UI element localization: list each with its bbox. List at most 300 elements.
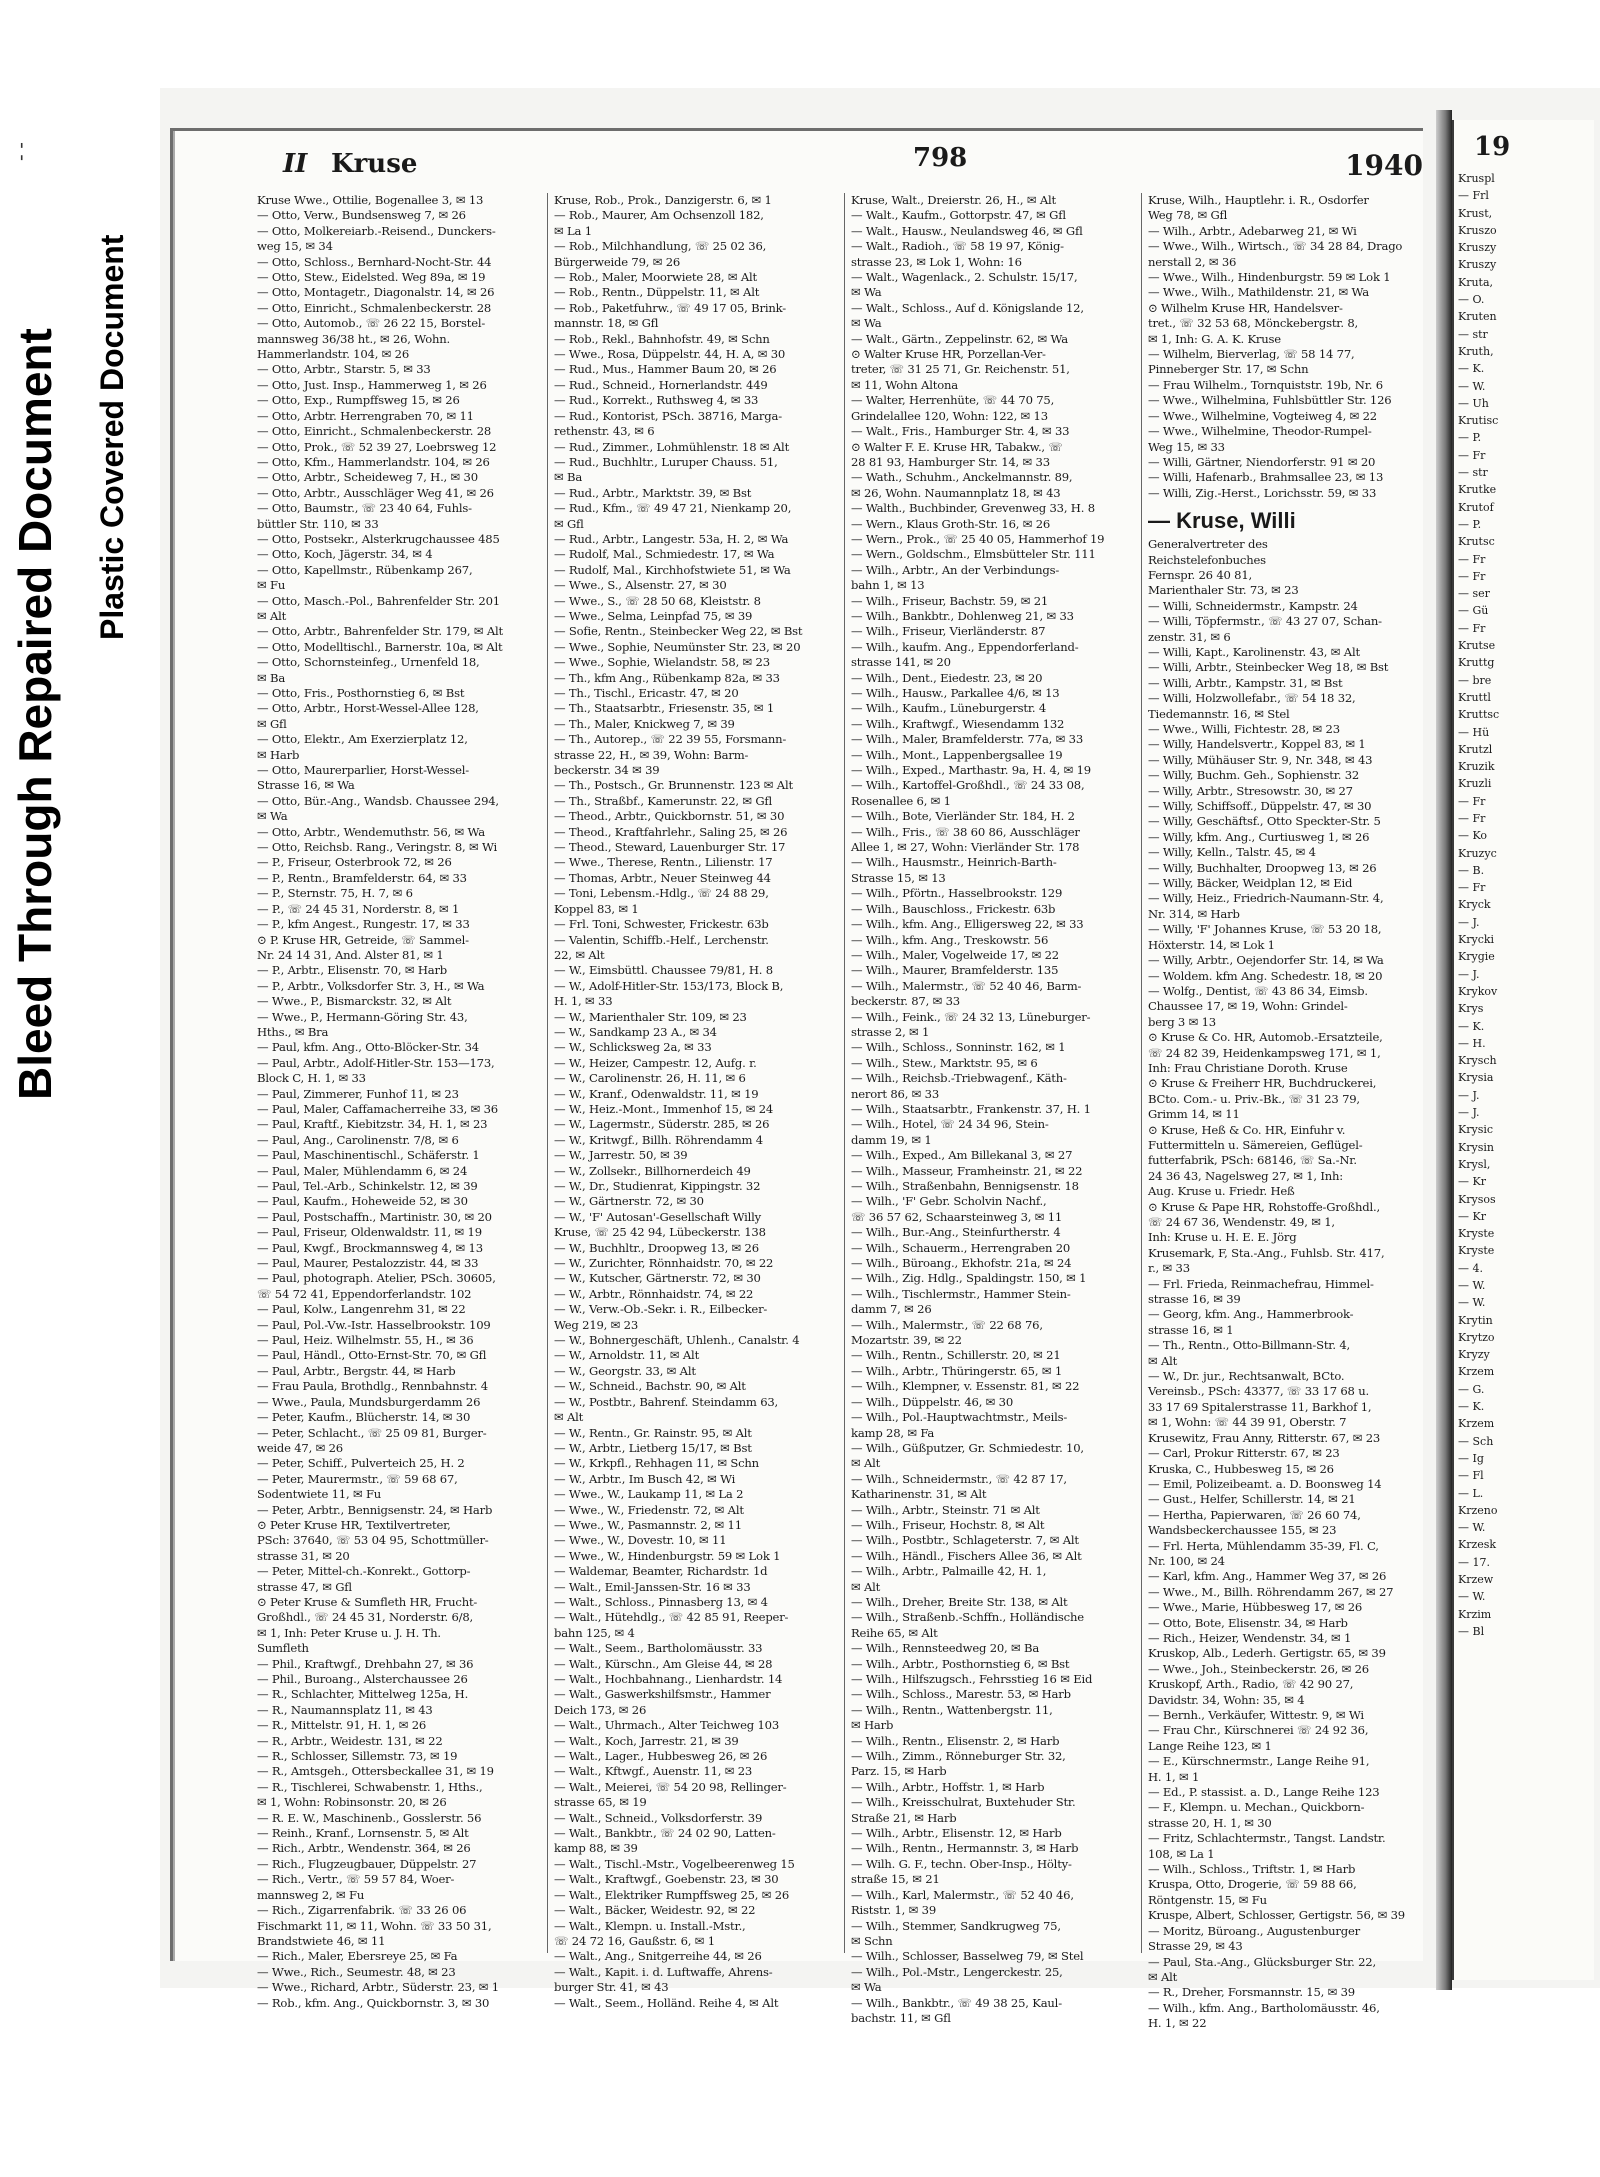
directory-entry: Nr. 100, ✉ 24	[1148, 1553, 1225, 1568]
directory-entry: — W., Rentn., Gr. Rainstr. 95, ✉ Alt	[554, 1425, 752, 1440]
directory-entry: — Otto, Exp., Rumpffsweg 15, ✉ 26	[257, 393, 460, 408]
next-page-line: — G.	[1458, 1382, 1485, 1396]
directory-entry: — Wilh., Hausmstr., Heinrich-Barth-	[851, 855, 1057, 870]
directory-entry: — Otto, Einricht., Schmalenbeckerstr. 28	[257, 424, 492, 439]
directory-entry: — Wwe., Marie, Hübbesweg 17, ✉ 26	[1148, 1600, 1363, 1615]
directory-entry: — Wern., Klaus Groth-Str. 16, ✉ 26	[851, 516, 1051, 531]
directory-entry: — Wilh., Dreher, Breite Str. 138, ✉ Alt	[851, 1594, 1068, 1609]
directory-entry: — Wilh., Stemmer, Sandkrugweg 75,	[851, 1918, 1061, 1933]
next-page-line: — J.	[1458, 1106, 1480, 1120]
directory-entry: futterfabrik, PSch: 68146, ☏ Sa.-Nr.	[1148, 1153, 1357, 1168]
directory-entry: — Otto, Just. Insp., Hammerweg 1, ✉ 26	[257, 377, 487, 392]
directory-entry: — Wern., Prok., ☏ 25 40 05, Hammerhof 19	[851, 531, 1105, 546]
directory-entry: — Willy, Arbtr., Stresowstr. 30, ✉ 27	[1148, 783, 1353, 798]
directory-entry: — W., Postbtr., Bahrenf. Steindamm 63,	[554, 1394, 779, 1409]
directory-entry: 22, ✉ Alt	[554, 947, 605, 962]
directory-entry: — Willi, Töpfermstr., ☏ 43 27 07, Schan-	[1148, 614, 1382, 629]
directory-entry: ✉ 1, Wohn: Robinsonstr. 20, ✉ 26	[257, 1795, 447, 1810]
directory-entry: — Wilh., Kartoffel-Großhdl., ☏ 24 33 08,	[851, 778, 1085, 793]
directory-entry: ⊙ P. Kruse HR, Getreide, ☏ Sammel-	[257, 932, 469, 947]
directory-entry: — Walt., Seem., Bartholomäusstr. 33	[554, 1641, 763, 1656]
directory-entry: — Rich., Flugzeugbauer, Düppelstr. 27	[257, 1856, 477, 1871]
directory-entry: H. 1, ✉ 1	[1148, 1769, 1200, 1784]
directory-entry: — Willi, Kapt., Karolinenstr. 43, ✉ Alt	[1148, 644, 1360, 659]
directory-entry: ✉ 1, Wohn: ☏ 44 39 91, Oberstr. 7	[1148, 1415, 1347, 1430]
directory-entry: — Paul, Zimmerer, Funhof 11, ✉ 23	[257, 1086, 459, 1101]
directory-entry: — W., Arbtr., Im Busch 42, ✉ Wi	[554, 1471, 736, 1486]
directory-entry: — P., Friseur, Osterbrook 72, ✉ 26	[257, 855, 452, 870]
directory-entry: — Walt., Hausw., Neulandsweg 46, ✉ Gfl	[851, 223, 1083, 238]
directory-entry: ☏ 24 82 39, Heidenkampsweg 171, ✉ 1,	[1148, 1045, 1381, 1060]
directory-entry: — Th., Postsch., Gr. Brunnenstr. 123 ✉ Alt	[554, 778, 793, 793]
directory-entry: Mozartstr. 39, ✉ 22	[851, 1333, 962, 1348]
next-page-line: — Fr	[1458, 794, 1486, 808]
next-page-line: — K.	[1458, 1019, 1485, 1033]
next-page-line: — J.	[1458, 915, 1480, 929]
directory-entry: — P., kfm Angest., Rungestr. 17, ✉ 33	[257, 917, 470, 932]
directory-entry: ⊙ Kruse & Co. HR, Automob.-Ersatzteile,	[1148, 1030, 1383, 1045]
next-page-line: Krzew	[1458, 1573, 1494, 1587]
next-page-line: — Fr	[1458, 448, 1486, 462]
directory-entry: — W., Adolf-Hitler-Str. 153/173, Block B,	[554, 978, 784, 993]
directory-entry: — Paul, Kaufm., Hoheweide 52, ✉ 30	[257, 1194, 468, 1209]
directory-entry: — Otto, Schloss., Bernhard-Nocht-Str. 44	[257, 254, 492, 269]
directory-entry: — Thomas, Arbtr., Neuer Steinweg 44	[554, 870, 771, 885]
directory-entry: — Wilh., Arbtr., Posthornstieg 6, ✉ Bst	[851, 1656, 1070, 1671]
directory-entry: ✉ La 1	[554, 223, 592, 238]
directory-entry: — Wwe., Richard, Arbtr., Süderstr. 23, ✉ 1	[257, 1980, 499, 1995]
directory-entry: — Georg, kfm. Ang., Hammerbrook-	[1148, 1307, 1354, 1322]
directory-entry: — Rich., Maler, Ebersreye 25, ✉ Fa	[257, 1949, 458, 1964]
directory-entry: — P., Arbtr., Volksdorfer Str. 3, H., ✉ Wa	[257, 978, 485, 993]
directory-entry: — Wwe., Wilh., Wirtsch., ☏ 34 28 84, Drago	[1148, 239, 1403, 254]
directory-entry: — Theod., Steward, Lauenburger Str. 17	[554, 840, 786, 855]
directory-entry: ✉ Harb	[851, 1718, 894, 1733]
header-page-number: 798	[913, 143, 968, 173]
directory-entry: Kruse, Wilh., Hauptlehr. i. R., Osdorfer	[1148, 193, 1369, 207]
next-page-line: Krutsc	[1458, 535, 1495, 549]
directory-entry: 24 36 43, Nagelsweg 27, ✉ 1, Inh:	[1148, 1168, 1343, 1183]
directory-entry: — Otto, Molkereiarb.-Reisend., Dunckers-	[257, 223, 496, 238]
directory-entry: Großhdl., ☏ 24 45 31, Norderstr. 6/8,	[257, 1610, 474, 1625]
directory-entry: — R., Mittelstr. 91, H. 1, ✉ 26	[257, 1718, 427, 1733]
directory-entry: — Otto, Stew., Eidelsted. Weg 89a, ✉ 19	[257, 270, 486, 285]
directory-entry: Deich 173, ✉ 26	[554, 1702, 647, 1717]
directory-entry: — Toni, Lebensm.-Hdlg., ☏ 24 88 29,	[554, 886, 769, 901]
directory-entry: Reichstelefonbuches	[1148, 552, 1266, 567]
next-page-line: — Uh	[1458, 396, 1489, 410]
directory-entry: — W., Carolinenstr. 26, H. 11, ✉ 6	[554, 1071, 746, 1086]
directory-entry: — Wilh., Pol.-Mstr., Lengerckestr. 25,	[851, 1964, 1063, 1979]
next-page-line: Krytin	[1458, 1313, 1493, 1327]
directory-entry: — Wilh., Bankbtr., ☏ 49 38 25, Kaul-	[851, 1995, 1062, 2010]
next-page-line: — 17.	[1458, 1555, 1490, 1569]
directory-entry: — Wwe., W., Dovestr. 10, ✉ 11	[554, 1533, 727, 1548]
directory-entry: — Rob., Milchhandlung, ☏ 25 02 36,	[554, 239, 767, 254]
directory-entry: — Wilh., kaufm. Ang., Eppendorferland-	[851, 639, 1079, 654]
directory-entry: — Peter, Arbtr., Bennigsenstr. 24, ✉ Harb	[257, 1502, 493, 1517]
directory-entry: — Otto, Masch.-Pol., Bahrenfelder Str. 201	[257, 593, 500, 608]
directory-entry: — F., Klempn. u. Mechan., Quickborn-	[1148, 1800, 1365, 1815]
next-page-line: Krutse	[1458, 639, 1496, 653]
directory-entry: berg 3 ✉ 13	[1148, 1014, 1216, 1029]
next-page-line: — Frl	[1458, 189, 1489, 203]
next-page-line: — Fr	[1458, 621, 1486, 635]
directory-entry: — R., Schlachter, Mittelweg 125a, H.	[257, 1687, 469, 1702]
next-page-line: — P.	[1458, 431, 1482, 445]
directory-entry: ✉ Wa	[257, 809, 288, 824]
directory-entry: Nr. 314, ✉ Harb	[1148, 906, 1240, 921]
next-page-line: Krysic	[1458, 1123, 1494, 1137]
directory-entry: Rosenallee 6, ✉ 1	[851, 793, 951, 808]
directory-entry: — R., Arbtr., Weidestr. 131, ✉ 22	[257, 1733, 443, 1748]
directory-entry: — Frau Wilhelm., Tornquiststr. 19b, Nr. 6	[1148, 377, 1383, 392]
directory-entry: — Frl. Toni, Schwester, Frickestr. 63b	[554, 917, 769, 932]
directory-entry: — Waldemar, Beamter, Richardstr. 1d	[554, 1564, 768, 1579]
next-page-line: Kruszy	[1458, 241, 1497, 255]
directory-entry: — Theod., Kraftfahrlehr., Saling 25, ✉ 26	[554, 824, 788, 839]
directory-entry: — Walth., Buchbinder, Grevenweg 33, H. 8	[851, 501, 1095, 516]
directory-entry: — Valentin, Schiffb.-Helf., Lerchenstr.	[554, 932, 769, 947]
directory-entry: — Wilh., Schlosser, Basselweg 79, ✉ Stel	[851, 1949, 1084, 1964]
next-page-line: Krzem	[1458, 1365, 1495, 1379]
directory-entry: strasse 141, ✉ 20	[851, 655, 951, 670]
directory-entry: treter, ☏ 31 25 71, Gr. Reichenstr. 51,	[851, 362, 1070, 377]
directory-entry: straße 15, ✉ 21	[851, 1872, 940, 1887]
directory-entry: — Wilh., Friseur, Vierländerstr. 87	[851, 624, 1046, 639]
directory-entry: Höxterstr. 14, ✉ Lok 1	[1148, 937, 1275, 952]
directory-entry: — Wilh., Pförtn., Hasselbrookstr. 129	[851, 886, 1063, 901]
directory-entry: — Phil., Buroang., Alsterchaussee 26	[257, 1672, 468, 1686]
directory-entry: — Th., kfm Ang., Rübenkamp 82a, ✉ 33	[554, 670, 780, 685]
directory-entry: — Otto, Arbtr., Bahrenfelder Str. 179, ✉ Alt	[257, 624, 503, 639]
directory-entry: — Wilh., Malermstr., ☏ 52 40 46, Barm-	[851, 978, 1082, 993]
directory-entry: — Paul, Maurer, Pestalozzistr. 44, ✉ 33	[257, 1256, 479, 1271]
directory-entry: — Wwe., Sophie, Wielandstr. 58, ✉ 23	[554, 655, 770, 670]
directory-entry: rethenstr. 43, ✉ 6	[554, 424, 655, 439]
directory-entry: 33 17 69 Spitalerstrasse 11, Barkhof 1,	[1148, 1399, 1372, 1414]
directory-entry: Kruskopf, Arth., Radio, ☏ 42 90 27,	[1148, 1677, 1354, 1692]
directory-entry: — Rud., Kontorist, PSch. 38716, Marga-	[554, 408, 782, 423]
directory-entry: strasse 22, H., ✉ 39, Wohn: Barm-	[554, 747, 749, 762]
next-page-line: — Ig	[1458, 1451, 1484, 1465]
next-page-line: Kruth,	[1458, 344, 1494, 358]
directory-entry: — Rud., Kfm., ☏ 49 47 21, Nienkamp 20,	[554, 501, 792, 516]
directory-entry: — Wilh., Arbtr., Hoffstr. 1, ✉ Harb	[851, 1779, 1045, 1794]
directory-entry: — Wilh., Exped., Am Billekanal 3, ✉ 27	[851, 1148, 1073, 1163]
next-page-line: — Kr	[1458, 1175, 1486, 1189]
next-page-line: — Hü	[1458, 725, 1490, 739]
next-page-line: — Kr	[1458, 1209, 1486, 1223]
next-page-line: Krutke	[1458, 483, 1497, 497]
directory-entry: — Paul, Tel.-Arb., Schinkelstr. 12, ✉ 39	[257, 1179, 478, 1193]
directory-entry: — Walt., Fris., Hamburger Str. 4, ✉ 33	[851, 424, 1070, 439]
next-page-line: — K.	[1458, 1400, 1485, 1414]
directory-entry: — Otto, Automob., ☏ 26 22 15, Borstel-	[257, 316, 486, 331]
directory-entry: — W., Zurichter, Rönnhaidstr. 70, ✉ 22	[554, 1256, 774, 1271]
directory-entry: — Wwe., Willi, Fichtestr. 28, ✉ 23	[1148, 722, 1340, 736]
directory-entry: ✉ Harb	[257, 747, 300, 762]
directory-entry: Lange Reihe 123, ✉ 1	[1148, 1738, 1272, 1753]
directory-entry: — Willy, Bäcker, Weidplan 12, ✉ Eid	[1148, 876, 1353, 891]
directory-entry: Inh: Frau Christiane Doroth. Kruse	[1148, 1060, 1348, 1075]
directory-entry: BCto. Com.- u. Priv.-Bk., ☏ 31 23 79,	[1148, 1091, 1360, 1106]
directory-entry: Hammerlandstr. 104, ✉ 26	[257, 347, 410, 362]
directory-entry: — Rud., Korrekt., Ruthsweg 4, ✉ 33	[554, 393, 759, 408]
directory-entry: — W., Kutscher, Gärtnerstr. 72, ✉ 30	[554, 1271, 761, 1286]
next-page-line: Krutisc	[1458, 414, 1499, 428]
directory-entry: — Th., Straßbf., Kamerunstr. 22, ✉ Gfl	[554, 793, 773, 808]
next-page-line: Kruszo	[1458, 223, 1497, 237]
next-page-line: — Fl	[1458, 1469, 1484, 1483]
directory-entry: — Wilh., Bote, Vierländer Str. 184, H. 2	[851, 809, 1075, 824]
directory-entry: — W., Heizer, Campestr. 12, Aufg. r.	[554, 1055, 757, 1070]
directory-entry: — R., Schlosser, Sillemstr. 73, ✉ 19	[257, 1749, 458, 1764]
directory-entry: ✉ 11, Wohn Altona	[851, 377, 958, 392]
directory-entry: — Walt., Schneid., Volksdorferstr. 39	[554, 1810, 763, 1825]
directory-entry: strasse 16, ✉ 39	[1148, 1292, 1241, 1307]
directory-entry: — Peter, Schiff., Pulverteich 25, H. 2	[257, 1456, 465, 1471]
directory-entry: Kruse, Walt., Dreierstr. 26, H., ✉ Alt	[851, 193, 1056, 207]
next-page-line: Kryste	[1458, 1227, 1495, 1241]
directory-entry: — Wwe., Wilhelmine, Theodor-Rumpel-	[1148, 424, 1372, 439]
directory-entry: — Paul, Friseur, Oldenwaldstr. 11, ✉ 19	[257, 1225, 482, 1240]
directory-entry: — Karl, kfm. Ang., Hammer Weg 37, ✉ 26	[1148, 1569, 1387, 1584]
directory-entry: ✉ Gfl	[257, 716, 287, 731]
directory-entry: — Wilh., Zimm., Rönneburger Str. 32,	[851, 1749, 1066, 1764]
directory-entry: — W., Arbtr., Lietberg 15/17, ✉ Bst	[554, 1440, 752, 1455]
next-page-strip	[1452, 120, 1594, 1980]
directory-entry: — Wilh., Reichsb.-Triebwagenf., Käth-	[851, 1071, 1067, 1086]
directory-entry: weide 47, ✉ 26	[257, 1440, 343, 1455]
directory-entry: — Wilh. G. F., techn. Ober-Insp., Hölty-	[851, 1856, 1072, 1871]
directory-entry: — Wilh., Exped., Marthastr. 9a, H. 4, ✉ 19	[851, 763, 1091, 778]
directory-entry: — Wilh., 'F' Gebr. Scholvin Nachf.,	[851, 1194, 1047, 1209]
directory-entry: — Wilh., Tischlermstr., Hammer Stein-	[851, 1286, 1071, 1301]
directory-entry: — Peter, Mittel-ch.-Konrekt., Gottorp-	[257, 1564, 471, 1579]
directory-entry: ✉ Alt	[1148, 1353, 1178, 1368]
directory-entry: — Wilh., Kreisschulrat, Buxtehuder Str.	[851, 1795, 1076, 1810]
directory-entry: Krusemark, F, Sta.-Ang., Fuhlsb. Str. 417,	[1148, 1245, 1385, 1260]
directory-entry: — Otto, Montagetr., Diagonalstr. 14, ✉ 26	[257, 285, 495, 300]
next-page-line: — L.	[1458, 1486, 1484, 1500]
directory-entry: bahn 1, ✉ 13	[851, 578, 925, 593]
directory-entry: — Wilh., Klempner, v. Essenstr. 81, ✉ 22	[851, 1379, 1080, 1394]
directory-entry: — Bernh., Verkäufer, Wittestr. 9, ✉ Wi	[1148, 1708, 1364, 1722]
directory-entry: — W., Dr., Studienrat, Kippingstr. 32	[554, 1179, 761, 1193]
directory-entry: — Otto, Reichsb. Rang., Veringstr. 8, ✉ Wi	[257, 840, 498, 855]
directory-entry: — Wilh., Postbtr., Schlageterstr. 7, ✉ Alt	[851, 1533, 1079, 1548]
directory-entry: Marienthaler Str. 73, ✉ 23	[1148, 583, 1299, 598]
directory-entry: ✉ Wa	[851, 1980, 882, 1995]
directory-entry: — Th., Tischl., Ericastr. 47, ✉ 20	[554, 686, 739, 700]
directory-entry: büttler Str. 110, ✉ 33	[257, 516, 379, 531]
next-page-line: Krysia	[1458, 1071, 1494, 1085]
next-page-line: — W.	[1458, 1279, 1486, 1292]
header-name: Kruse	[331, 149, 418, 179]
directory-entry: — Walt., Schloss., Pinnasberg 13, ✉ 4	[554, 1594, 768, 1609]
directory-entry: Parz. 15, ✉ Harb	[851, 1764, 947, 1779]
directory-entry: ⊙ Kruse & Freiherr HR, Buchdruckerei,	[1148, 1076, 1377, 1091]
directory-entry: ✉ Alt	[1148, 1969, 1178, 1984]
directory-entry: Wandsbeckerchaussee 155, ✉ 23	[1148, 1523, 1337, 1538]
directory-entry: Bürgerweide 79, ✉ 26	[554, 254, 681, 269]
directory-entry: — Rich., Arbtr., Wendenstr. 364, ✉ 26	[257, 1841, 471, 1856]
directory-entry: — Willi, Arbtr., Steinbecker Weg 18, ✉ Bst	[1148, 660, 1389, 675]
directory-entry: — Sofie, Rentn., Steinbecker Weg 22, ✉ Bst	[554, 624, 803, 639]
directory-entry: — Willy, Geschäftsf., Otto Speckter-Str. 5	[1148, 814, 1381, 829]
directory-entry: kamp 28, ✉ Fa	[851, 1425, 935, 1440]
directory-entry: beckerstr. 34 ✉ 39	[554, 763, 660, 778]
directory-entry: — Walt., Koch, Jarrestr. 21, ✉ 39	[554, 1733, 739, 1748]
directory-entry: strasse 47, ✉ Gfl	[257, 1579, 352, 1594]
directory-entry: ☏ 54 72 41, Eppendorferlandstr. 102	[257, 1286, 472, 1301]
directory-entry: — Otto, Einricht., Schmalenbeckerstr. 28	[257, 300, 492, 315]
next-page-line: Kruttsc	[1458, 708, 1500, 722]
directory-column-4	[1142, 193, 1439, 2031]
directory-entry: — Wilh., Schloss., Marestr. 53, ✉ Harb	[851, 1687, 1071, 1702]
directory-entry: ✉ Alt	[851, 1456, 881, 1471]
directory-entry: — Wilh., Kaufm., Lüneburgerstr. 4	[851, 701, 1047, 716]
directory-entry: — Paul, Ang., Carolinenstr. 7/8, ✉ 6	[257, 1132, 459, 1147]
directory-entry: — Wilh., kfm. Ang., Treskowstr. 56	[851, 932, 1049, 947]
directory-entry: Strasse 29, ✉ 43	[1148, 1939, 1243, 1954]
next-page-line: Kruttg	[1458, 656, 1495, 670]
directory-entry: — W., Eimsbüttl. Chaussee 79/81, H. 8	[554, 963, 773, 978]
directory-entry: Sodentwiete 11, ✉ Fu	[257, 1487, 382, 1502]
directory-entry: — Wath., Schuhm., Anckelmannstr. 89,	[851, 470, 1073, 485]
directory-entry: Allee 1, ✉ 27, Wohn: Vierländer Str. 178	[851, 840, 1080, 855]
directory-entry: strasse 2, ✉ 1	[851, 1024, 930, 1039]
directory-entry: nerstall 2, ✉ 36	[1148, 254, 1237, 269]
directory-column-3	[845, 193, 1142, 2025]
header-section: II	[283, 149, 308, 179]
directory-entry: Kruspa, Otto, Drogerie, ☏ 59 88 66,	[1148, 1877, 1357, 1892]
next-page-line: Krzim	[1458, 1607, 1492, 1621]
directory-entry: mannstr. 18, ✉ Gfl	[554, 316, 659, 331]
directory-entry: ⊙ Peter Kruse HR, Textilvertreter,	[257, 1517, 451, 1532]
directory-entry: — Wilh., Karl, Malermstr., ☏ 52 40 46,	[851, 1887, 1074, 1902]
directory-entry: — Paul, Händl., Otto-Ernst-Str. 70, ✉ Gfl	[257, 1348, 487, 1363]
directory-entry: Kruskop, Alb., Lederh. Gertigstr. 65, ✉ 39	[1148, 1646, 1386, 1661]
next-page-line: — str	[1458, 327, 1488, 341]
directory-entry: — P., Rentn., Bramfelderstr. 64, ✉ 33	[257, 870, 467, 885]
directory-entry: — Wilh., Friseur, Hochstr. 8, ✉ Alt	[851, 1517, 1045, 1532]
directory-entry: Reihe 65, ✉ Alt	[851, 1625, 938, 1640]
directory-entry: strasse 16, ✉ 1	[1148, 1322, 1234, 1337]
directory-entry: Inh: Kruse u. H. E. E. Jörg	[1148, 1230, 1297, 1245]
directory-entry: kamp 88, ✉ 39	[554, 1841, 638, 1856]
directory-entry: strasse 31, ✉ 20	[257, 1548, 350, 1563]
directory-entry: Futtermitteln u. Sämereien, Geflügel-	[1148, 1137, 1363, 1152]
directory-entry: — Otto, Arbtr., Scheideweg 7, H., ✉ 30	[257, 470, 478, 485]
directory-entry: ✉ Schn	[851, 1933, 893, 1948]
directory-entry: — Wwe., Rich., Seumestr. 48, ✉ 23	[257, 1964, 456, 1979]
directory-entry: — W., Arbtr., Rönnhaidstr. 74, ✉ 22	[554, 1286, 754, 1301]
directory-entry: Kruspe, Albert, Schlosser, Gertigstr. 56, ✉ 39	[1148, 1908, 1405, 1923]
directory-entry: — Rob., Rentn., Düppelstr. 11, ✉ Alt	[554, 285, 760, 300]
directory-entry: — Wilh., Maler, Vogelweide 17, ✉ 22	[851, 947, 1059, 962]
directory-entry: — Wilh., Güßputzer, Gr. Schmiedestr. 10,	[851, 1440, 1084, 1455]
directory-entry: — Walt., Radioh., ☏ 58 19 97, König-	[851, 239, 1064, 254]
directory-entry: Grindelallee 120, Wohn: 122, ✉ 13	[851, 408, 1048, 423]
directory-entry: — Rich., Zigarrenfabrik. ☏ 33 26 06	[257, 1903, 467, 1918]
directory-entry: — Wwe., Wilh., Hindenburgstr. 59 ✉ Lok 1	[1148, 270, 1391, 285]
next-page-line: Kruta,	[1458, 275, 1494, 289]
directory-entry: — Walt., Emil-Janssen-Str. 16 ✉ 33	[554, 1579, 751, 1594]
directory-entry: — Willi, Hafenarb., Brahmsallee 23, ✉ 13	[1148, 470, 1384, 485]
directory-entry: — Peter, Schlacht., ☏ 25 09 81, Burger-	[257, 1425, 487, 1440]
directory-entry: — Walt., Kraftwgf., Goebenstr. 23, ✉ 30	[554, 1872, 779, 1887]
next-page-line: — Fr	[1458, 881, 1486, 895]
directory-entry: — W., Verw.-Ob.-Sekr. i. R., Eilbecker-	[554, 1302, 768, 1317]
directory-entry: Weg 78, ✉ Gfl	[1148, 208, 1228, 223]
directory-entry: — Willi, Zig.-Herst., Lorichsstr. 59, ✉ 33	[1148, 485, 1377, 500]
directory-entry: — W., Jarrestr. 50, ✉ 39	[554, 1148, 688, 1163]
directory-entry: — Otto, Verw., Bundsensweg 7, ✉ 26	[257, 208, 466, 223]
directory-entry: — Wilh., Pol.-Hauptwachtmstr., Meils-	[851, 1410, 1068, 1425]
directory-entry: — W., 'F' Autosan'-Gesellschaft Willy	[554, 1209, 762, 1224]
directory-entry: — Rob., Paketfuhrw., ☏ 49 17 05, Brink-	[554, 300, 786, 315]
directory-entry: — Wolfg., Dentist, ☏ 43 86 34, Eimsb.	[1148, 983, 1368, 998]
directory-entry: Strasse 15, ✉ 13	[851, 870, 946, 885]
directory-entry: — Th., Rentn., Otto-Billmann-Str. 4,	[1148, 1338, 1350, 1353]
directory-entry: — E., Kürschnermstr., Lange Reihe 91,	[1148, 1754, 1370, 1769]
directory-entry: ✉ Wa	[851, 285, 882, 300]
next-page-line: — Sch	[1458, 1434, 1494, 1448]
next-page-lines	[1454, 170, 1594, 1640]
directory-entry: mannsweg 36/38 ht., ✉ 26, Wohn.	[257, 331, 451, 346]
directory-entry: — Theod., Arbtr., Quickbornstr. 51, ✉ 30	[554, 809, 785, 824]
next-page-line: — W.	[1458, 1296, 1486, 1310]
directory-entry: — Wilh., Kraftwgf., Wiesendamm 132	[851, 716, 1065, 731]
directory-entry: — Rud., Arbtr., Marktstr. 39, ✉ Bst	[554, 485, 752, 500]
directory-entry: — Wilh., Händl., Fischers Allee 36, ✉ Alt	[851, 1548, 1082, 1563]
directory-entry: — Otto, Maurerparlier, Horst-Wessel-	[257, 763, 469, 778]
directory-entry: — Wilh., Hotel, ☏ 24 34 96, Stein-	[851, 1117, 1049, 1132]
next-page-line: — Fr	[1458, 811, 1486, 825]
directory-entry: — Frau Chr., Kürschnerei ☏ 24 92 36,	[1148, 1723, 1369, 1738]
directory-entry: — P., Arbtr., Elisenstr. 70, ✉ Harb	[257, 963, 448, 978]
directory-entry: — Wwe., W., Laukamp 11, ✉ La 2	[554, 1487, 744, 1502]
directory-entry: — Otto, Bote, Elisenstr. 34, ✉ Harb	[1148, 1615, 1348, 1630]
directory-entry: — Otto, Baumstr., ☏ 23 40 64, Fuhls-	[257, 501, 472, 516]
directory-entry: — Wilh., Arbtr., Elisenstr. 12, ✉ Harb	[851, 1826, 1062, 1841]
directory-entry: — Otto, Elektr., Am Exerzierplatz 12,	[257, 732, 468, 747]
directory-entry: — Paul, Maschinentischl., Schäferstr. 1	[257, 1148, 480, 1163]
directory-entry: ⊙ Walter F. E. Kruse HR, Tabakw., ☏	[851, 439, 1063, 454]
directory-entry: — Otto, Kfm., Hammerlandstr. 104, ✉ 26	[257, 454, 490, 469]
directory-entry: — Willy, Kelln., Talstr. 45, ✉ 4	[1148, 845, 1316, 860]
next-page-line: — Fr	[1458, 552, 1486, 566]
directory-entry: — Wwe., Selma, Leinpfad 75, ✉ 39	[554, 608, 753, 623]
directory-entry: — Otto, Arbtr., Horst-Wessel-Allee 128,	[257, 701, 479, 716]
directory-entry: — Wilh., Fris., ☏ 38 60 86, Ausschläger	[851, 824, 1080, 839]
directory-entry: — Willy, kfm. Ang., Curtiusweg 1, ✉ 26	[1148, 829, 1370, 844]
directory-entry: PSch: 37640, ☏ 53 04 95, Schottmüller-	[257, 1533, 489, 1548]
directory-entry: — Willy, Buchhalter, Droopweg 13, ✉ 26	[1148, 860, 1377, 875]
directory-entry: Krusewitz, Frau Anny, Ritterstr. 67, ✉ 23	[1148, 1430, 1381, 1445]
directory-entry: — Walt., Wagenlack., 2. Schulstr. 15/17,	[851, 270, 1078, 285]
directory-entry: ✉ 26, Wohn. Naumannplatz 18, ✉ 43	[851, 485, 1061, 500]
directory-entry: Davidstr. 34, Wohn: 35, ✉ 4	[1148, 1692, 1305, 1707]
directory-entry: — Rud., Schneid., Hornerlandstr. 449	[554, 377, 768, 392]
directory-entry: — Peter, Kaufm., Blücherstr. 14, ✉ 30	[257, 1410, 471, 1425]
directory-entry: — W., Kranf., Odenwaldstr. 11, ✉ 19	[554, 1086, 759, 1101]
directory-entry: — Willy, Mühäuser Str. 9, Nr. 348, ✉ 43	[1148, 752, 1373, 767]
directory-entry: ☏ 24 72 16, Gaußstr. 6, ✉ 1	[554, 1933, 715, 1948]
directory-entry: — W., Schlicksweg 2a, ✉ 33	[554, 1040, 712, 1055]
